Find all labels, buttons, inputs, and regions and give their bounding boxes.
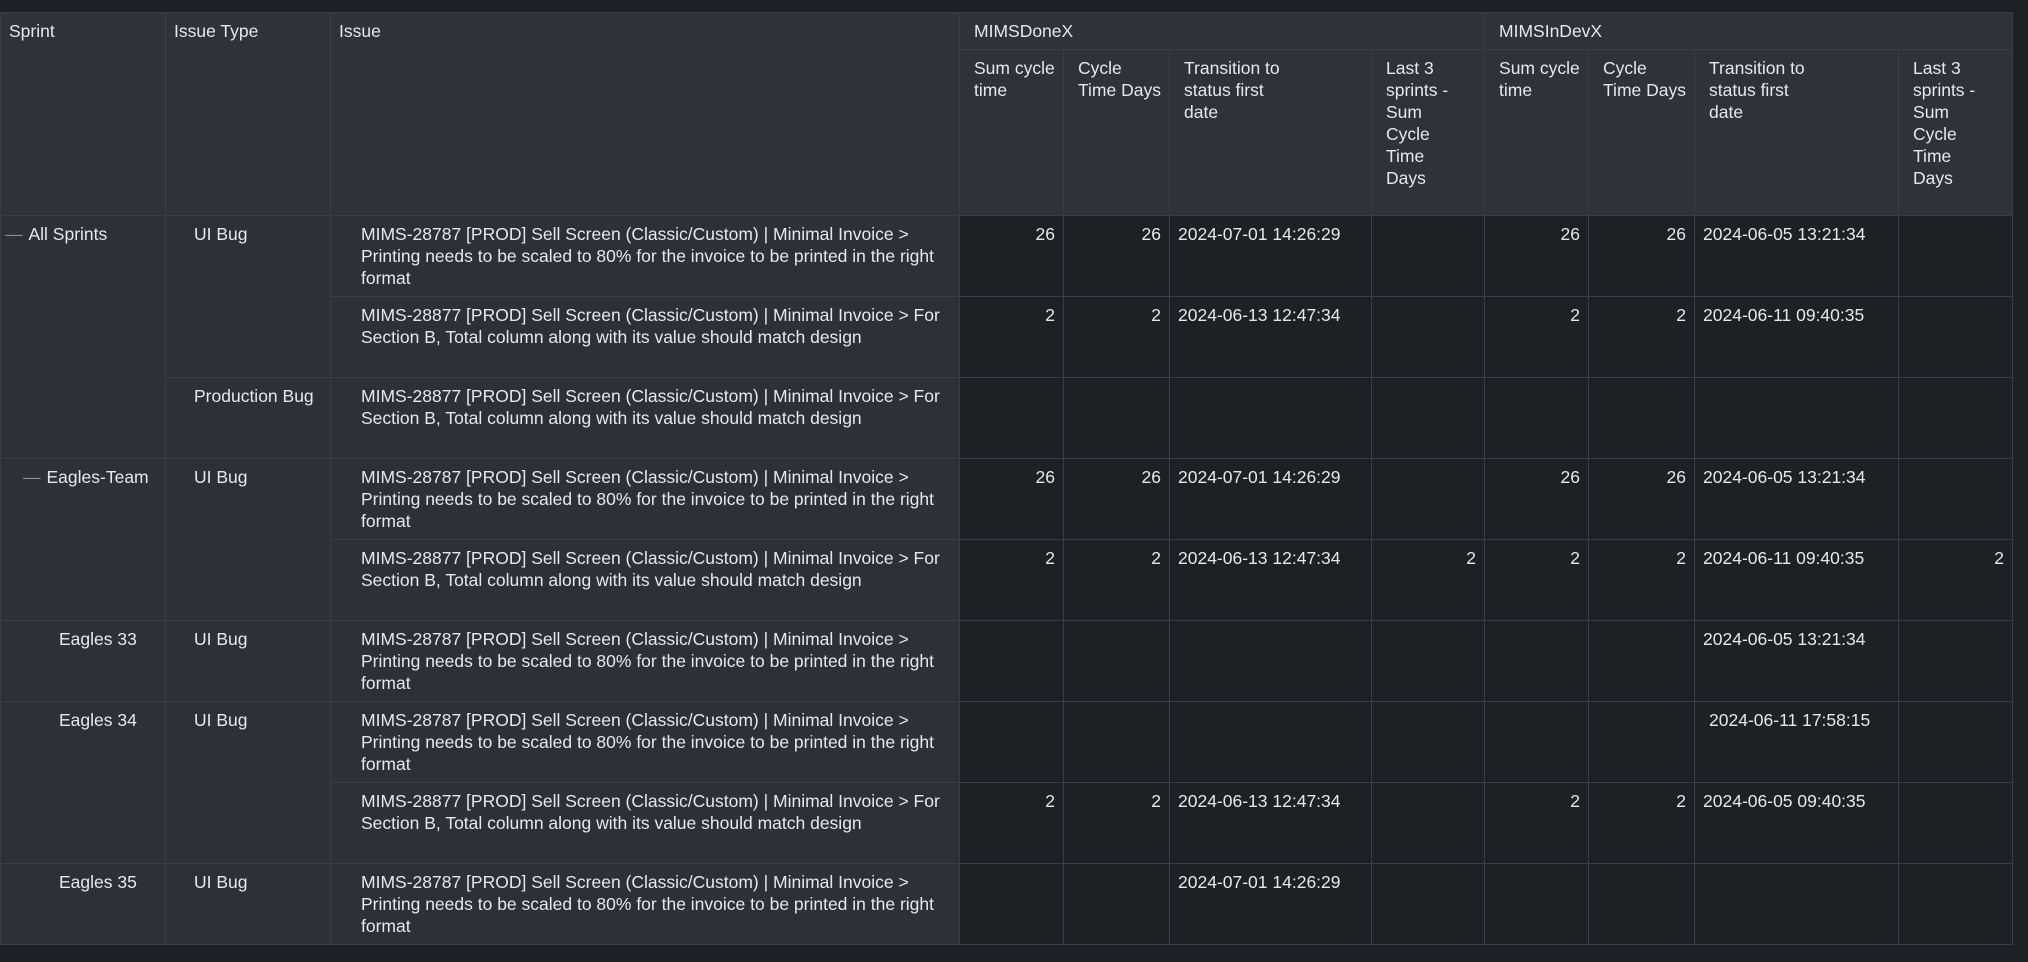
data-cell	[1899, 459, 2013, 540]
data-cell	[1485, 378, 1589, 459]
data-cell: 2	[1589, 783, 1695, 864]
pivot-table-container	[0, 12, 2013, 945]
data-cell	[1372, 702, 1485, 783]
sprint-cell[interactable]	[1, 864, 166, 945]
data-cell	[1899, 702, 2013, 783]
issue-cell[interactable]: MIMS-28787 [PROD] Sell Screen (Classic/Custom) | Minimal Invoice > Printing needs to be scaled to 80% for the invoice to be printed in the right format	[331, 459, 960, 540]
table-row	[1, 864, 2013, 945]
data-cell	[1372, 783, 1485, 864]
table-row	[1, 702, 2013, 783]
col-header-issue[interactable]: Issue	[331, 13, 960, 216]
data-cell: 2	[1589, 297, 1695, 378]
data-cell: 2	[1064, 297, 1170, 378]
col-header-done-sum-cycle-time[interactable]: Sum cycle time	[960, 50, 1064, 216]
issue-type-cell: UI Bug	[166, 459, 331, 621]
data-cell	[1589, 378, 1695, 459]
col-header-indev-sum-cycle-time[interactable]: Sum cycle time	[1485, 50, 1589, 216]
issue-type-cell: UI Bug	[166, 621, 331, 702]
table-row	[1, 216, 2013, 297]
data-cell	[1064, 621, 1170, 702]
data-cell: 2024-06-11 09:40:35	[1695, 297, 1899, 378]
data-cell	[1064, 864, 1170, 945]
sprint-cell[interactable]	[1, 621, 166, 702]
data-cell	[960, 378, 1064, 459]
issue-cell[interactable]: MIMS-28877 [PROD] Sell Screen (Classic/Custom) | Minimal Invoice > For Section B, Total column along with its value should match design	[331, 783, 960, 864]
data-cell: 2	[960, 783, 1064, 864]
data-cell: 2	[1899, 540, 2013, 621]
data-cell: 2024-07-01 14:26:29	[1170, 459, 1372, 540]
data-cell	[1170, 702, 1372, 783]
issue-cell[interactable]: MIMS-28787 [PROD] Sell Screen (Classic/Custom) | Minimal Invoice > Printing needs to be scaled to 80% for the invoice to be printed in the right format	[331, 702, 960, 783]
data-cell	[1899, 216, 2013, 297]
issue-cell[interactable]: MIMS-28787 [PROD] Sell Screen (Classic/Custom) | Minimal Invoice > Printing needs to be scaled to 80% for the invoice to be printed in the right format	[331, 621, 960, 702]
data-cell	[1695, 378, 1899, 459]
data-cell: 2	[1372, 540, 1485, 621]
data-cell	[1589, 864, 1695, 945]
data-cell	[1064, 378, 1170, 459]
collapse-toggle-icon[interactable]: —	[5, 224, 23, 244]
data-cell	[1170, 621, 1372, 702]
sprint-label: Eagles 35	[59, 872, 137, 892]
data-cell	[1372, 621, 1485, 702]
data-cell	[1485, 702, 1589, 783]
data-cell: 2	[1485, 783, 1589, 864]
data-cell	[1695, 864, 1899, 945]
data-cell: 2024-07-01 14:26:29	[1170, 216, 1372, 297]
data-cell	[1485, 864, 1589, 945]
data-cell	[1899, 378, 2013, 459]
data-cell	[1170, 378, 1372, 459]
data-cell: 26	[1589, 216, 1695, 297]
data-cell: 2024-07-01 14:26:29	[1170, 864, 1372, 945]
data-cell	[1372, 297, 1485, 378]
data-cell	[960, 621, 1064, 702]
data-cell: 2	[1064, 540, 1170, 621]
col-header-indev-last3-sprints[interactable]: Last 3 sprints - Sum Cycle Time Days	[1899, 50, 2013, 216]
data-cell	[1589, 702, 1695, 783]
sprint-label: All Sprints	[28, 224, 108, 244]
data-cell	[1899, 621, 2013, 702]
data-cell: 26	[1064, 459, 1170, 540]
table-row	[1, 378, 2013, 459]
data-cell	[1372, 459, 1485, 540]
sprint-cell[interactable]	[1, 459, 166, 621]
sprint-label: Eagles 33	[59, 629, 137, 649]
col-header-indev-cycle-time-days[interactable]: Cycle Time Days	[1589, 50, 1695, 216]
data-cell: 26	[1064, 216, 1170, 297]
table-row	[1, 621, 2013, 702]
data-cell: 2024-06-13 12:47:34	[1170, 540, 1372, 621]
data-cell: 2024-06-13 12:47:34	[1170, 783, 1372, 864]
data-cell: 2024-06-05 13:21:34	[1695, 459, 1899, 540]
data-cell: 2024-06-05 13:21:34	[1695, 621, 1899, 702]
data-cell	[1064, 702, 1170, 783]
col-header-done-transition-date[interactable]: Transition to status first date	[1170, 50, 1372, 216]
col-header-indev-transition-date[interactable]: Transition to status first date	[1695, 50, 1899, 216]
collapse-toggle-icon[interactable]: —	[23, 467, 41, 487]
data-cell	[1899, 297, 2013, 378]
data-cell: 2	[1485, 297, 1589, 378]
pivot-table	[0, 12, 2013, 945]
col-group-header-mimsdonex[interactable]: MIMSDoneX	[960, 13, 1485, 50]
issue-type-cell: UI Bug	[166, 864, 331, 945]
data-cell	[1589, 621, 1695, 702]
data-cell: 2024-06-13 12:47:34	[1170, 297, 1372, 378]
data-cell: 2	[1064, 783, 1170, 864]
data-cell: 2024-06-05 09:40:35	[1695, 783, 1899, 864]
data-cell	[1485, 621, 1589, 702]
sprint-label: Eagles-Team	[46, 467, 149, 487]
issue-cell[interactable]: MIMS-28877 [PROD] Sell Screen (Classic/Custom) | Minimal Invoice > For Section B, Total column along with its value should match design	[331, 297, 960, 378]
table-row	[1, 459, 2013, 540]
data-cell	[1372, 864, 1485, 945]
data-cell	[1899, 783, 2013, 864]
data-cell	[960, 864, 1064, 945]
col-header-issue-type[interactable]: Issue Type	[166, 13, 331, 216]
issue-cell[interactable]: MIMS-28787 [PROD] Sell Screen (Classic/Custom) | Minimal Invoice > Printing needs to be scaled to 80% for the invoice to be printed in the right format	[331, 864, 960, 945]
data-cell: 2	[1485, 540, 1589, 621]
col-header-done-last3-sprints[interactable]: Last 3 sprints - Sum Cycle Time Days	[1372, 50, 1485, 216]
data-cell: 2	[960, 540, 1064, 621]
data-cell: 2	[960, 297, 1064, 378]
issue-cell[interactable]: MIMS-28877 [PROD] Sell Screen (Classic/Custom) | Minimal Invoice > For Section B, Total column along with its value should match design	[331, 540, 960, 621]
data-cell: 2	[1589, 540, 1695, 621]
data-cell	[1899, 864, 2013, 945]
col-header-done-cycle-time-days[interactable]: Cycle Time Days	[1064, 50, 1170, 216]
data-cell	[1372, 216, 1485, 297]
col-group-header-mimsindevx[interactable]: MIMSInDevX	[1485, 13, 2013, 50]
issue-type-cell: UI Bug	[166, 216, 331, 378]
data-cell: 2024-06-05 13:21:34	[1695, 216, 1899, 297]
data-cell: 26	[960, 216, 1064, 297]
data-cell: 2024-06-11 09:40:35	[1695, 540, 1899, 621]
data-cell: 26	[1589, 459, 1695, 540]
data-cell: 2024-06-11 17:58:15	[1695, 702, 1899, 783]
sprint-cell[interactable]	[1, 216, 166, 459]
data-cell: 26	[960, 459, 1064, 540]
data-cell: 26	[1485, 216, 1589, 297]
issue-cell[interactable]: MIMS-28877 [PROD] Sell Screen (Classic/Custom) | Minimal Invoice > For Section B, Total column along with its value should match design	[331, 378, 960, 459]
data-cell: 26	[1485, 459, 1589, 540]
data-cell	[1372, 378, 1485, 459]
sprint-label: Eagles 34	[59, 710, 137, 730]
issue-cell[interactable]: MIMS-28787 [PROD] Sell Screen (Classic/Custom) | Minimal Invoice > Printing needs to be scaled to 80% for the invoice to be printed in the right format	[331, 216, 960, 297]
issue-type-cell: Production Bug	[166, 378, 331, 459]
col-header-sprint[interactable]: Sprint	[1, 13, 166, 216]
data-cell	[960, 702, 1064, 783]
issue-type-cell: UI Bug	[166, 702, 331, 864]
sprint-cell[interactable]	[1, 702, 166, 864]
